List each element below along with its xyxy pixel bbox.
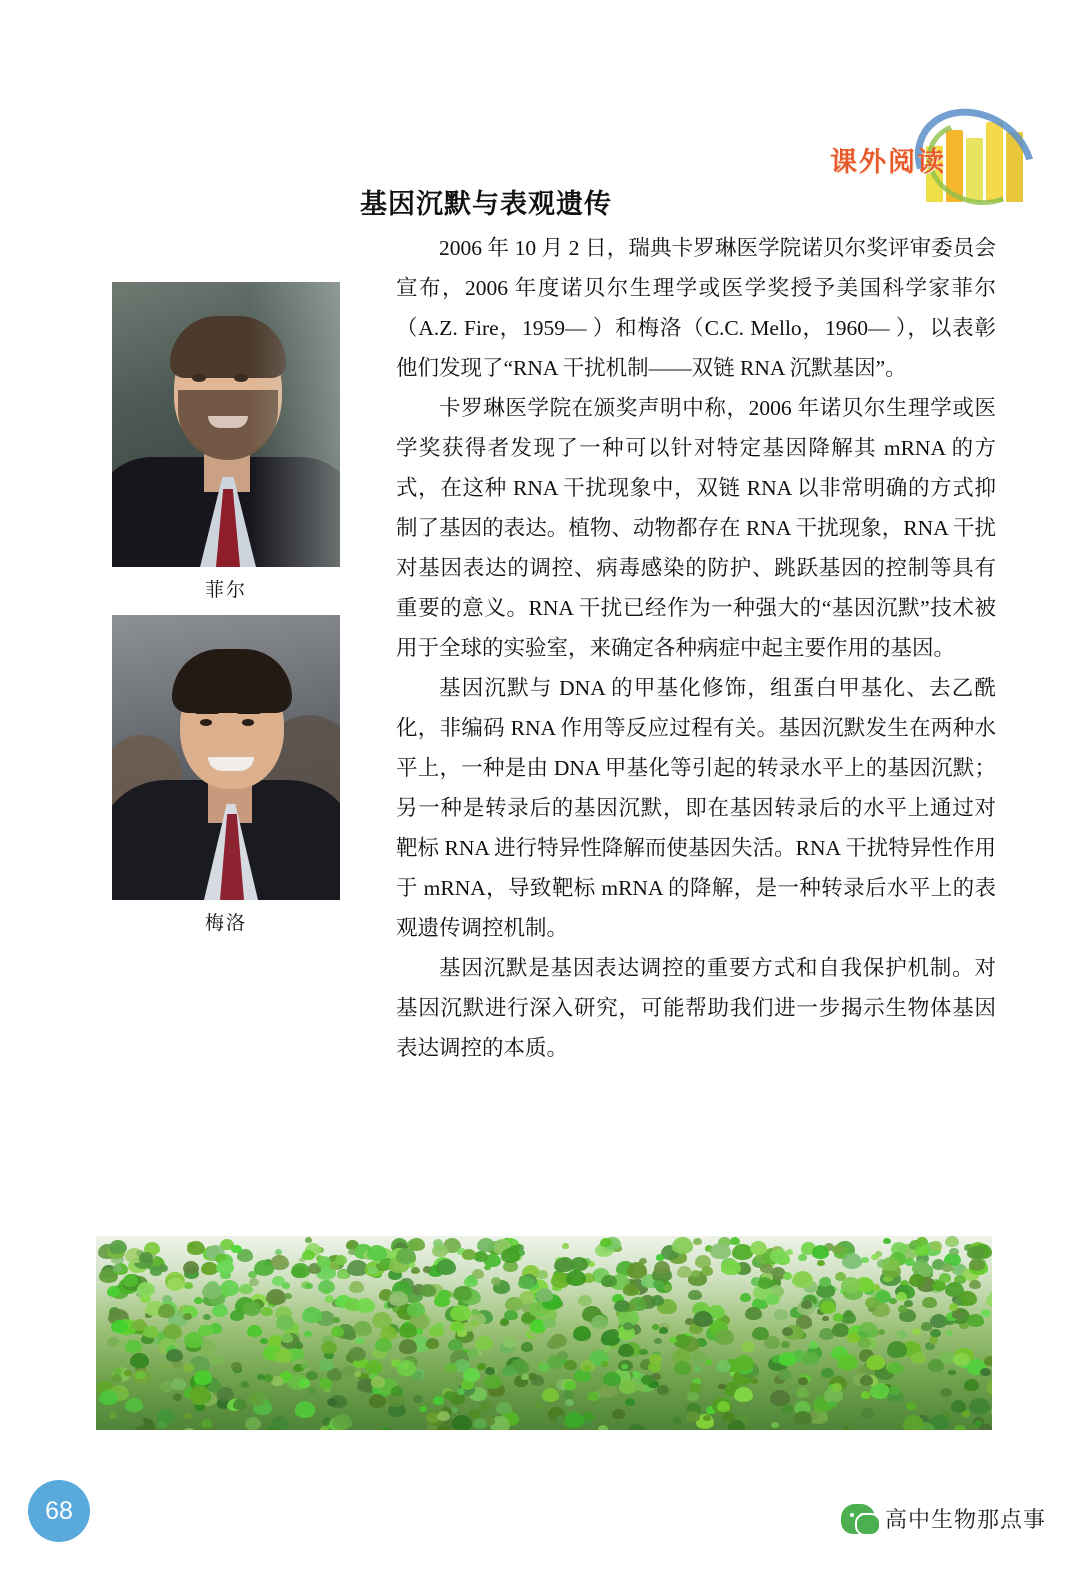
- page-title: 基因沉默与表观遗传: [360, 189, 612, 219]
- banner-label: 课外阅读: [830, 147, 946, 177]
- page-number: 68: [28, 1480, 90, 1542]
- portrait-fire-image: [112, 282, 340, 567]
- figure-fire: [112, 282, 340, 602]
- portrait-mello-image: [112, 615, 340, 900]
- credit-label: 高中生物那点事: [884, 1507, 1046, 1532]
- wechat-icon: [841, 1504, 875, 1534]
- paragraph: 基因沉默与 DNA 的甲基化修饰，组蛋白甲基化、去乙酰化，非编码 RNA 作用等反应过程有关。基因沉默发生在两种水平上，一种是由 DNA 甲基化等引起的转录水平上的基因沉默；另一种是转录后的基因沉默，即在基因转录后的水平上通过对靶标 RNA 进行特异性降解而使基因失活。RNA 干扰特异性作用于 mRNA，导致靶标 mRNA 的降解，是一种转录后水平上的表观遗传调控机制。: [396, 676, 996, 940]
- figure-caption: 梅洛: [204, 913, 247, 934]
- clover-field-photo: [96, 1236, 992, 1430]
- wechat-credit: [841, 1503, 1046, 1534]
- paragraph: 卡罗琳医学院在颁奖声明中称，2006 年诺贝尔生理学或医学奖获得者发现了一种可以针对特定基因降解其 mRNA 的方式，在这种 RNA 干扰现象中，双链 RNA 以非常明确的方式抑制了基因的表达。植物、动物都存在 RNA 干扰现象，RNA 干扰对基因表达的调控、病毒感染的防护、跳跃基因的控制等具有重要的意义。RNA 干扰已经作为一种强大的“基因沉默”技术被用于全球的实验室，来确定各种病症中起主要作用的基因。: [396, 396, 996, 660]
- paragraph: 2006 年 10 月 2 日，瑞典卡罗琳医学院诺贝尔奖评审委员会宣布，2006 年度诺贝尔生理学或医学奖授予美国科学家菲尔（A.Z. Fire，1959— ）和梅洛（C.C. Mello，1960— ），以表彰他们发现了“RNA 干扰机制——双链 RNA 沉默基因”。: [396, 236, 996, 380]
- paragraph: 基因沉默是基因表达调控的重要方式和自我保护机制。对基因沉默进行深入研究，可能帮助我们进一步揭示生物体基因表达调控的本质。: [396, 956, 996, 1060]
- figure-mello: [112, 615, 340, 935]
- article-body: [396, 228, 996, 1068]
- figure-caption: 菲尔: [204, 580, 247, 601]
- reading-section-banner: [772, 110, 1042, 210]
